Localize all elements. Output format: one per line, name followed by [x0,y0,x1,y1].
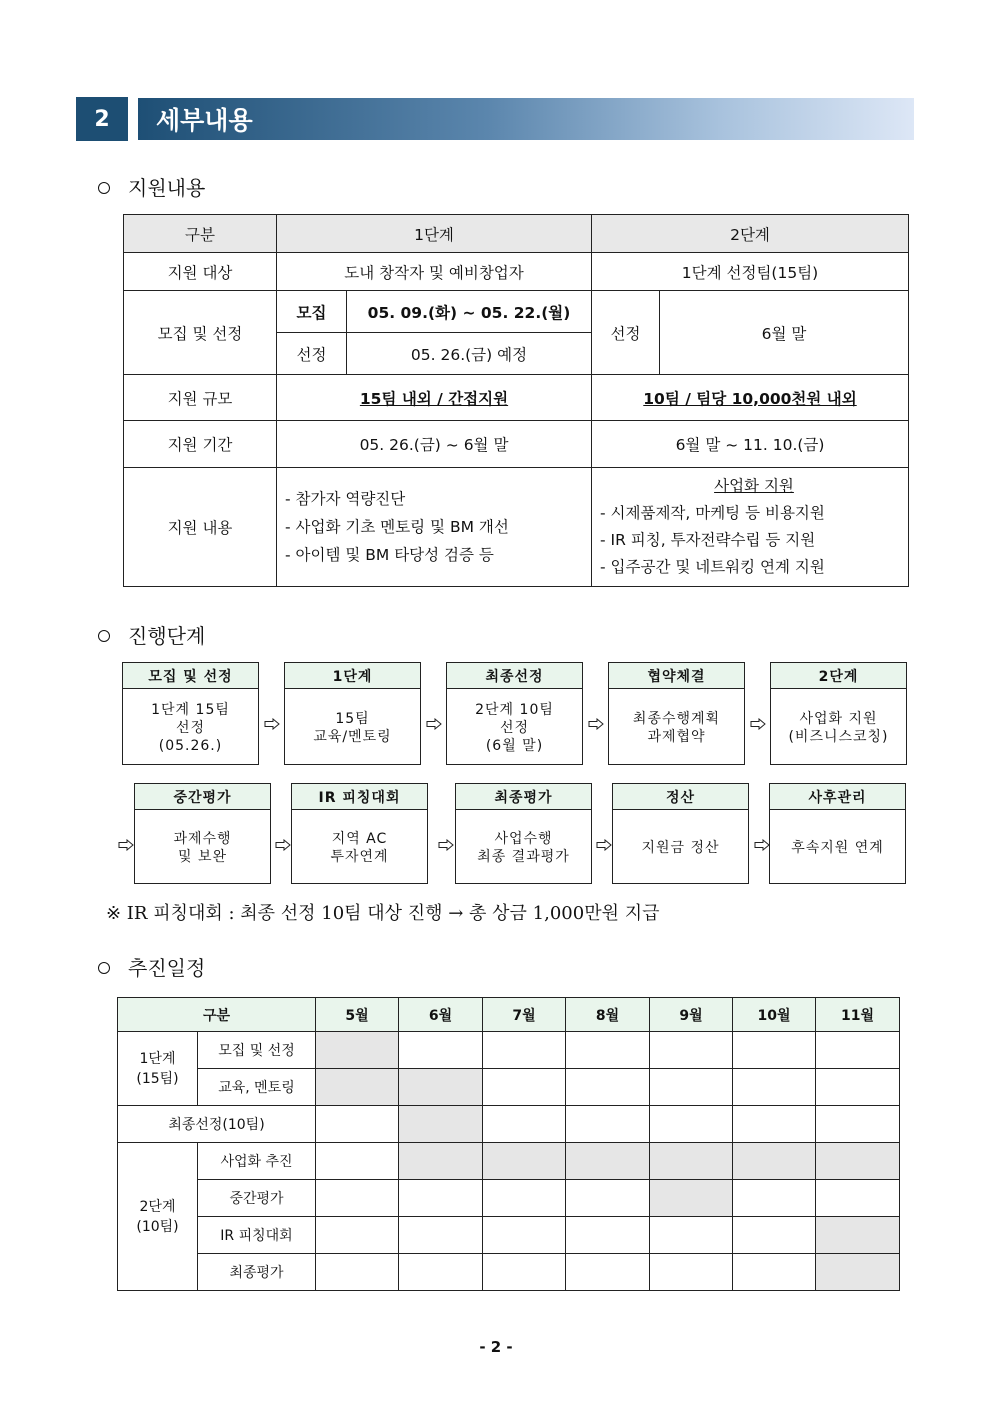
process-step-title: IR 피칭대회 [292,784,427,810]
schedule-heading [98,952,205,981]
schedule-row-label: 모집 및 선정 [198,1032,316,1069]
arrow-right-icon [588,718,604,730]
process-step-aftercare [769,783,906,884]
schedule-row-label: IR 피칭대회 [198,1217,316,1254]
schedule-cell [566,1254,650,1291]
stage2-group-label: 2단계 (10팀) [118,1143,198,1291]
circle-bullet-icon [98,630,110,642]
process-step-title: 2단계 [771,663,906,689]
arrow-right-icon [438,839,454,851]
schedule-cell [399,1180,483,1217]
stage1-group-label: 1단계 (15팀) [118,1032,198,1106]
process-step-final-select [446,662,583,765]
schedule-cell [483,1217,566,1254]
schedule-cell-active [399,1069,483,1106]
arrow-right-icon [426,718,442,730]
circle-bullet-icon [98,962,110,974]
content-stage2-title: 사업화 지원 [714,477,794,495]
schedule-cell [316,1180,399,1217]
arrow-right-icon [596,839,612,851]
target-stage2: 1단계 선정팀(15팀) [592,253,909,291]
stage2-select-label: 선정 [592,291,660,375]
schedule-cell [650,1032,733,1069]
schedule-cell [566,1106,650,1143]
support-heading-text: 지원내용 [128,176,206,200]
process-step-body: 최종수행계획 과제협약 [632,710,721,745]
schedule-month: 7월 [483,998,566,1032]
process-step-agreement [608,662,745,765]
process-step-title: 모집 및 선정 [123,663,258,689]
process-step-body: 지역 AC 투자연계 [330,830,389,865]
arrow-right-icon [264,718,280,730]
schedule-cell [733,1180,816,1217]
arrow-right-icon [118,839,134,851]
schedule-cell [399,1254,483,1291]
schedule-row [118,1106,900,1143]
schedule-cell [816,1106,900,1143]
schedule-cell [483,1069,566,1106]
schedule-month: 5월 [316,998,399,1032]
header-stage1: 1단계 [277,215,592,253]
schedule-cell [566,1180,650,1217]
process-note: ※ IR 피칭대회 : 최종 선정 10팀 대상 진행 → 총 상금 1,000만원 지급 [106,903,660,924]
schedule-row [118,1069,900,1106]
content-label: 지원 내용 [124,468,277,587]
schedule-cell [316,1217,399,1254]
schedule-cell-active [316,1032,399,1069]
schedule-cell-active [733,1143,816,1180]
section-number: 2 [76,97,128,141]
process-step-title: 최종평가 [456,784,591,810]
schedule-cell [399,1217,483,1254]
schedule-cell [650,1069,733,1106]
process-heading-text: 진행단계 [128,624,206,648]
schedule-month: 9월 [650,998,733,1032]
arrow-right-icon [275,839,291,851]
schedule-cell [733,1254,816,1291]
target-label: 지원 대상 [124,253,277,291]
schedule-row-label: 최종선정(10팀) [118,1106,316,1143]
schedule-cell [399,1032,483,1069]
scale-stage2: 10팀 / 팀당 10,000천원 내외 [592,375,909,421]
process-step-body: 사업화 지원 (비즈니스코칭) [788,710,889,745]
schedule-cell [650,1254,733,1291]
schedule-cell [316,1143,399,1180]
period-stage1: 05. 26.(금) ~ 6월 말 [277,421,592,468]
process-step-body: 2단계 10팀 선정 (6월 말) [475,701,554,754]
process-step-stage1 [284,662,421,765]
recruit-period: 05. 09.(화) ~ 05. 22.(월) [347,291,592,333]
schedule-cell [733,1069,816,1106]
schedule-heading-text: 추진일정 [128,956,206,980]
process-step-recruit [122,662,259,765]
content-stage2-item: - IR 피칭, 투자전략수립 등 지원 [600,531,816,549]
select-date: 05. 26.(금) 예정 [347,333,592,375]
process-step-settlement [612,783,749,884]
process-step-ir-pitching [291,783,428,884]
stage2-select-value: 6월 말 [660,291,909,375]
schedule-row [118,1254,900,1291]
content-stage1-item: - 참가자 역량진단 [285,490,406,508]
period-stage2: 6월 말 ~ 11. 10.(금) [592,421,909,468]
content-stage1-item: - 아이템 및 BM 타당성 검증 등 [285,546,494,564]
schedule-cell [733,1032,816,1069]
scale-label: 지원 규모 [124,375,277,421]
schedule-cell [566,1032,650,1069]
process-step-title: 최종선정 [447,663,582,689]
schedule-cell [650,1106,733,1143]
schedule-row [118,1180,900,1217]
process-step-final-eval [455,783,592,884]
recruit-label: 모집 및 선정 [124,291,277,375]
schedule-cell [816,1069,900,1106]
schedule-row-label: 교육, 멘토링 [198,1069,316,1106]
process-step-body: 후속지원 연계 [791,839,884,856]
schedule-cell [566,1217,650,1254]
schedule-month: 10월 [733,998,816,1032]
support-table [123,214,909,587]
select-sub-label: 선정 [277,333,347,375]
header-stage2: 2단계 [592,215,909,253]
content-stage1 [277,468,592,587]
schedule-cell [566,1069,650,1106]
schedule-cell-active [399,1143,483,1180]
schedule-cell [733,1106,816,1143]
schedule-cell-active [316,1069,399,1106]
circle-bullet-icon [98,182,110,194]
target-stage1: 도내 창작자 및 예비창업자 [277,253,592,291]
process-step-body: 1단계 15팀 선정 (05.26.) [151,701,230,754]
recruit-sub-label: 모집 [277,291,347,333]
support-heading [98,172,205,201]
arrow-right-icon [750,718,766,730]
period-label: 지원 기간 [124,421,277,468]
schedule-row-label: 사업화 추진 [198,1143,316,1180]
schedule-cell-active [816,1217,900,1254]
process-step-body: 사업수행 최종 결과평가 [477,830,570,865]
schedule-cell [316,1254,399,1291]
content-stage2 [592,468,909,587]
process-step-title: 1단계 [285,663,420,689]
content-stage2-item: - 시제품제작, 마케팅 등 비용지원 [600,504,825,522]
process-step-title: 중간평가 [135,784,270,810]
schedule-cell [650,1217,733,1254]
schedule-cell-active [566,1143,650,1180]
process-step-body: 과제수행 및 보완 [173,830,232,865]
schedule-cell-active [650,1143,733,1180]
section-title: 세부내용 [138,98,914,140]
schedule-cell [316,1106,399,1143]
schedule-cell-active [816,1143,900,1180]
schedule-cell [816,1032,900,1069]
schedule-month: 11월 [816,998,900,1032]
schedule-month: 8월 [566,998,650,1032]
schedule-row-label: 중간평가 [198,1180,316,1217]
process-step-body: 지원금 정산 [641,839,720,856]
arrow-right-icon [754,839,770,851]
schedule-row [118,1032,900,1069]
schedule-cell [483,1032,566,1069]
schedule-header-category: 구분 [118,998,316,1032]
schedule-cell [483,1106,566,1143]
schedule-cell-active [399,1106,483,1143]
schedule-row [118,1143,900,1180]
schedule-cell-active [816,1254,900,1291]
header-category: 구분 [124,215,277,253]
process-step-mid-eval [134,783,271,884]
process-step-title: 협약체결 [609,663,744,689]
schedule-cell [483,1180,566,1217]
process-step-stage2 [770,662,907,765]
process-step-title: 사후관리 [770,784,905,810]
content-stage1-item: - 사업화 기초 멘토링 및 BM 개선 [285,518,509,536]
process-step-body: 15팀 교육/멘토링 [313,710,392,745]
scale-stage1: 15팀 내외 / 간접지원 [277,375,592,421]
schedule-cell [816,1180,900,1217]
process-heading [98,620,205,649]
schedule-month: 6월 [399,998,483,1032]
schedule-table [117,997,900,1291]
process-step-title: 정산 [613,784,748,810]
schedule-cell-active [483,1143,566,1180]
schedule-cell-active [650,1180,733,1217]
schedule-cell [733,1217,816,1254]
content-stage2-item: - 입주공간 및 네트워킹 연계 지원 [600,558,825,576]
schedule-cell [483,1254,566,1291]
schedule-row-label: 최종평가 [198,1254,316,1291]
page-number: - 2 - [479,1338,513,1356]
schedule-row [118,1217,900,1254]
